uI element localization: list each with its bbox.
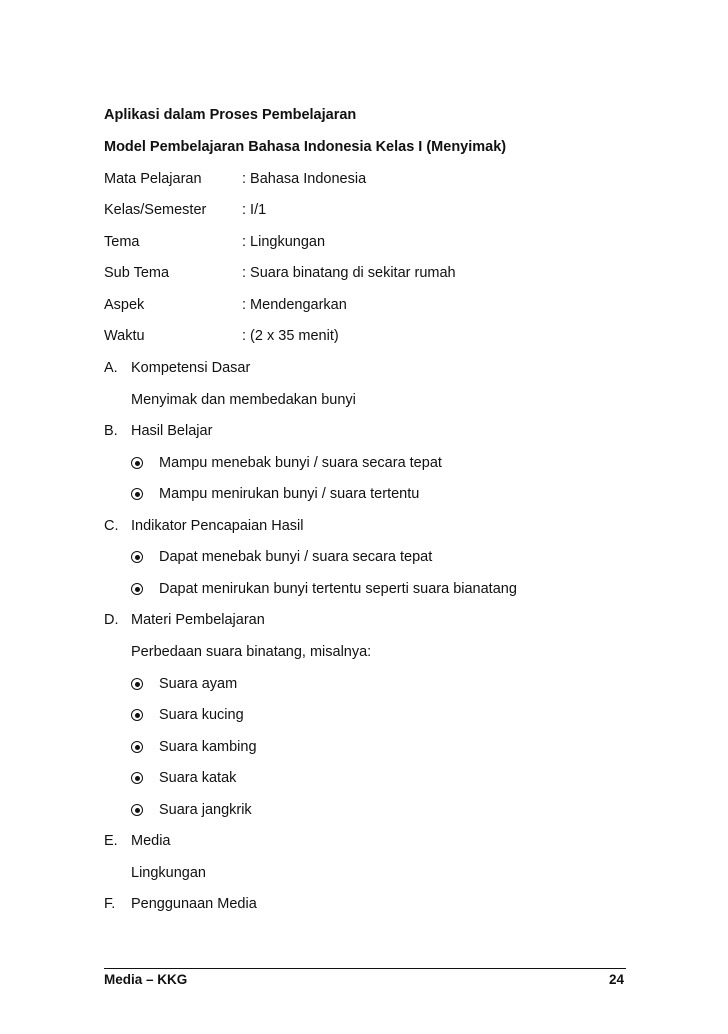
footer-label: Media – KKG [104, 972, 188, 987]
info-value: : Mendengarkan [242, 297, 347, 313]
info-label: Waktu [104, 328, 145, 344]
section-title: Media [131, 833, 171, 849]
list-item-text: Mampu menirukan bunyi / suara tertentu [159, 486, 420, 502]
list-item-text: Suara kambing [159, 739, 257, 755]
list-item-text: Dapat menirukan bunyi tertentu seperti suara bianatang [159, 581, 517, 597]
circle-bullet-icon [131, 457, 143, 469]
section-title: Kompetensi Dasar [131, 360, 251, 376]
section-letter: A. [104, 360, 118, 376]
info-row-theme [104, 233, 624, 251]
circle-bullet-icon [131, 583, 143, 595]
list-item-text: Suara ayam [159, 676, 238, 692]
section-letter: E. [104, 833, 118, 849]
list-item-text: Suara kucing [159, 707, 244, 723]
section-title: Penggunaan Media [131, 896, 257, 912]
info-row-class [104, 201, 624, 219]
info-label: Tema [104, 234, 140, 250]
info-value: : I/1 [242, 202, 267, 218]
circle-bullet-icon [131, 488, 143, 500]
list-item-text: Mampu menebak bunyi / suara secara tepat [159, 455, 442, 471]
section-letter: F. [104, 896, 116, 912]
list-item-text: Suara katak [159, 770, 237, 786]
section-title: Materi Pembelajaran [131, 612, 265, 628]
info-label: Aspek [104, 297, 145, 313]
info-row-aspect [104, 296, 624, 314]
section-title: Indikator Pencapaian Hasil [131, 518, 304, 534]
circle-bullet-icon [131, 772, 143, 784]
section-e-text: Lingkungan [131, 865, 206, 881]
info-value: : Suara binatang di sekitar rumah [242, 265, 456, 281]
section-letter: B. [104, 423, 118, 439]
circle-bullet-icon [131, 741, 143, 753]
circle-bullet-icon [131, 709, 143, 721]
info-value: : Bahasa Indonesia [242, 171, 367, 187]
info-label: Sub Tema [104, 265, 170, 281]
info-row-subtheme [104, 264, 624, 282]
info-value: : (2 x 35 menit) [242, 328, 339, 344]
footer-divider [104, 968, 626, 969]
page-heading: Aplikasi dalam Proses Pembelajaran [104, 107, 357, 123]
circle-bullet-icon [131, 678, 143, 690]
circle-bullet-icon [131, 804, 143, 816]
section-title: Hasil Belajar [131, 423, 213, 439]
page-subheading: Model Pembelajaran Bahasa Indonesia Kelas I (Menyimak) [104, 139, 507, 155]
info-row-time [104, 327, 624, 345]
info-value: : Lingkungan [242, 234, 326, 250]
section-letter: C. [104, 518, 119, 534]
section-d-text: Perbedaan suara binatang, misalnya: [131, 644, 372, 660]
section-letter: D. [104, 612, 119, 628]
info-row-subject [104, 170, 624, 188]
circle-bullet-icon [131, 551, 143, 563]
info-label: Mata Pelajaran [104, 171, 202, 187]
section-a-text: Menyimak dan membedakan bunyi [131, 392, 356, 408]
list-item-text: Dapat menebak bunyi / suara secara tepat [159, 549, 433, 565]
info-label: Kelas/Semester [104, 202, 207, 218]
list-item-text: Suara jangkrik [159, 802, 252, 818]
page-number: 24 [608, 972, 624, 987]
